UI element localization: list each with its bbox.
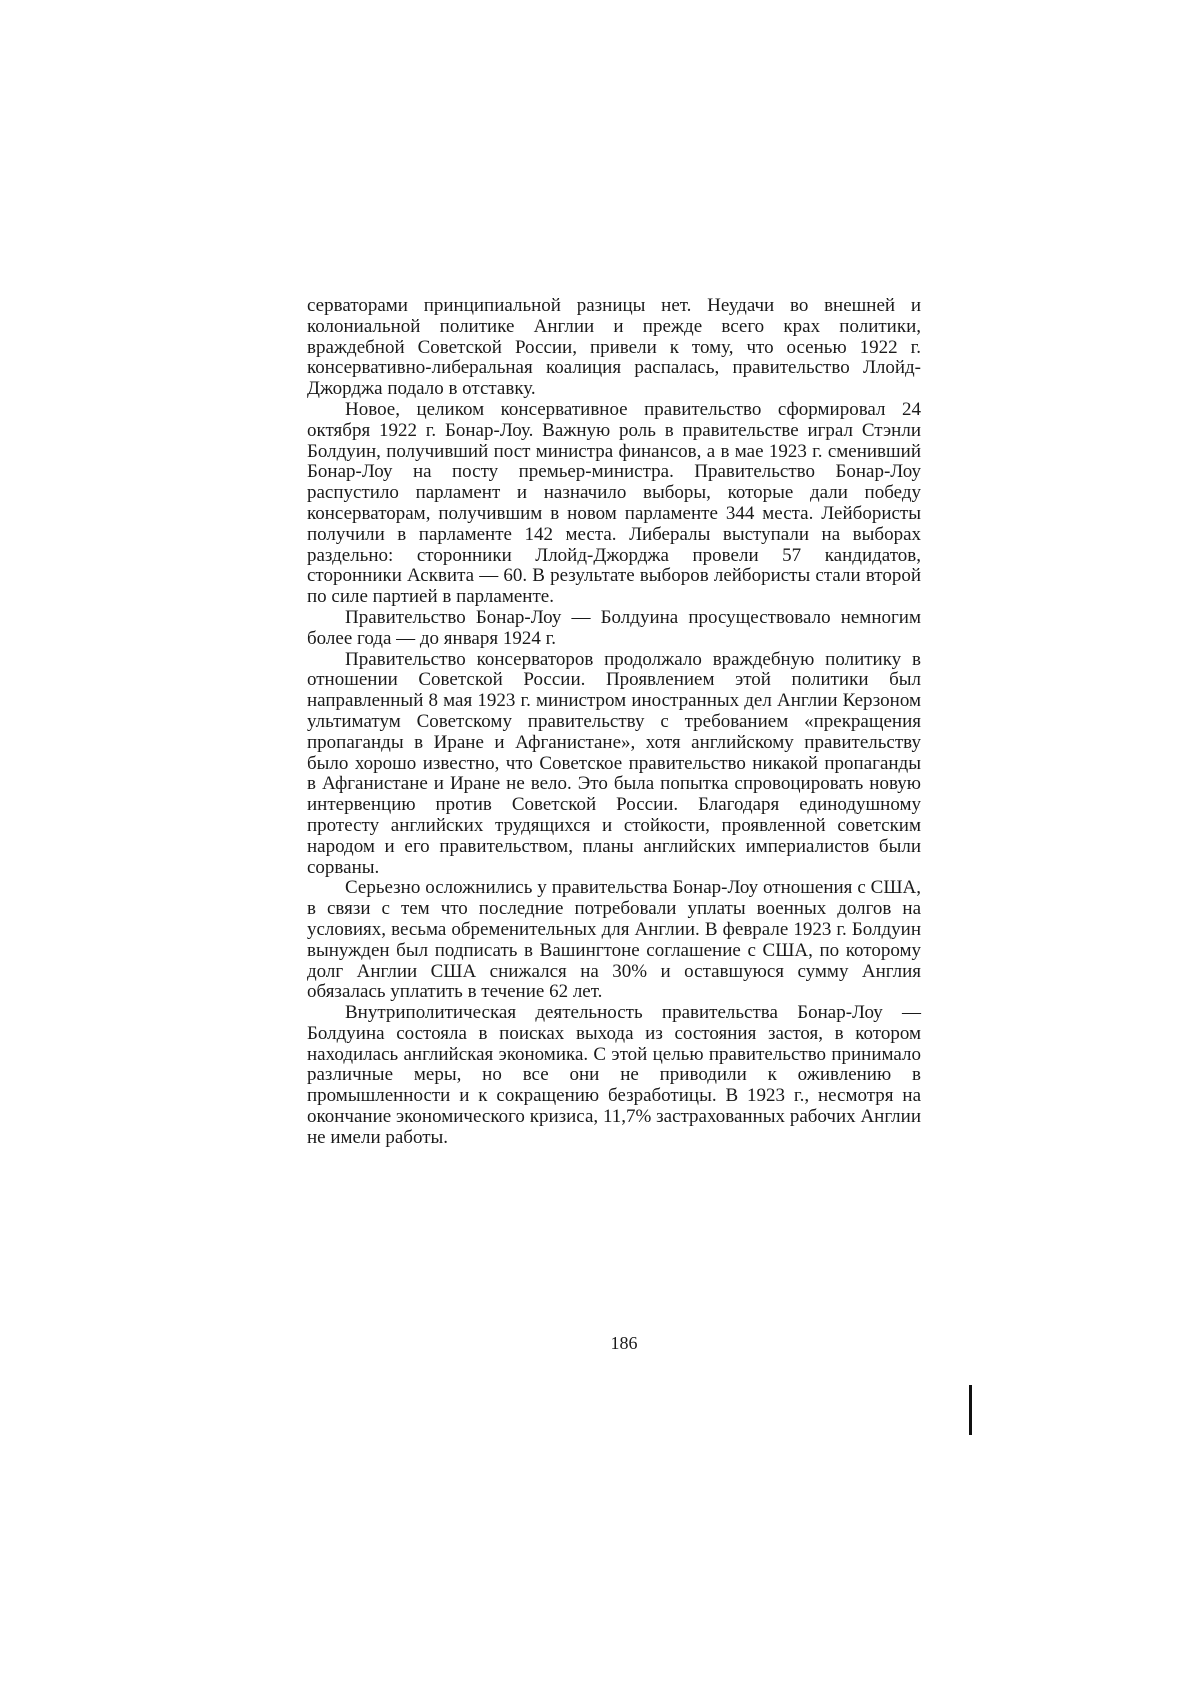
paragraph-2: Новое, целиком консервативное правительство сформировал 24 октября 1922 г. Бонар-Лоу. Важную роль в правительстве играл Стэнли Болдуин, получивший пост министра финансов, а в мае 1923 г. сменивший Бонар-Лоу на посту премьер-министра. Правительство Бонар-Лоу распустило парламент и назначило выборы, которые дали победу консерваторам, получившим в новом парламенте 344 места. Лейбористы получили в парламенте 142 места. Либералы выступали на выборах раздельно: сторонники Ллойд-Джорджа провели 57 кандидатов, сторонники Асквита — 60. В результате выборов лейбористы стали второй по силе партией в парламенте.	[307, 398, 921, 608]
paragraph-3: Правительство Бонар-Лоу — Болдуина просуществовало немногим более года — до января 1924 г.	[307, 606, 921, 649]
paragraph-4: Правительство консерваторов продолжало враждебную политику в отношении Советской России. Проявлением этой политики был направленный 8 мая 1923 г. министром иностранных дел Англии Керзоном ультиматум Советскому правительству с требованием «прекращения пропаганды в Иране и Афганистане», хотя английскому правительству было хорошо известно, что Советское правительство никакой пропаганды в Афганистане и Иране не вело. Это была попытка спровоцировать новую интервенцию против Советской России. Благодаря единодушному протесту английских трудящихся и стойкости, проявленной советским народом и его правительством, планы английских империалистов были сорваны.	[307, 648, 921, 878]
text-body	[307, 296, 921, 1149]
margin-mark	[969, 1385, 972, 1435]
paragraph-5: Серьезно осложнились у правительства Бонар-Лоу отношения с США, в связи с тем что последние потребовали уплаты военных долгов на условиях, весьма обременительных для Англии. В феврале 1923 г. Болдуин вынужден был подписать в Вашингтоне соглашение с США, по которому долг Англии США снижался на 30% и оставшуюся сумму Англия обязалась уплатить в течение 62 лет.	[307, 877, 921, 1003]
paragraph-1: серваторами принципиальной разницы нет. Неудачи во внешней и колониальной политике Англии и прежде всего крах политики, враждебной Советской России, привели к тому, что осенью 1922 г. консервативно-либеральная коалиция распалась, правительство Ллойд-Джорджа подало в отставку.	[307, 295, 921, 400]
paragraph-6: Внутриполитическая деятельность правительства Бонар-Лоу — Болдуина состояла в поисках выхода из состояния застоя, в котором находилась английская экономика. С этой целью правительство принимало различные меры, но все они не приводили к оживлению в промышленности и к сокращению безработицы. В 1923 г., несмотря на окончание экономического кризиса, 11,7% застрахованных рабочих Англии не имели работы.	[307, 1002, 921, 1148]
page-number: 186	[610, 1333, 638, 1353]
